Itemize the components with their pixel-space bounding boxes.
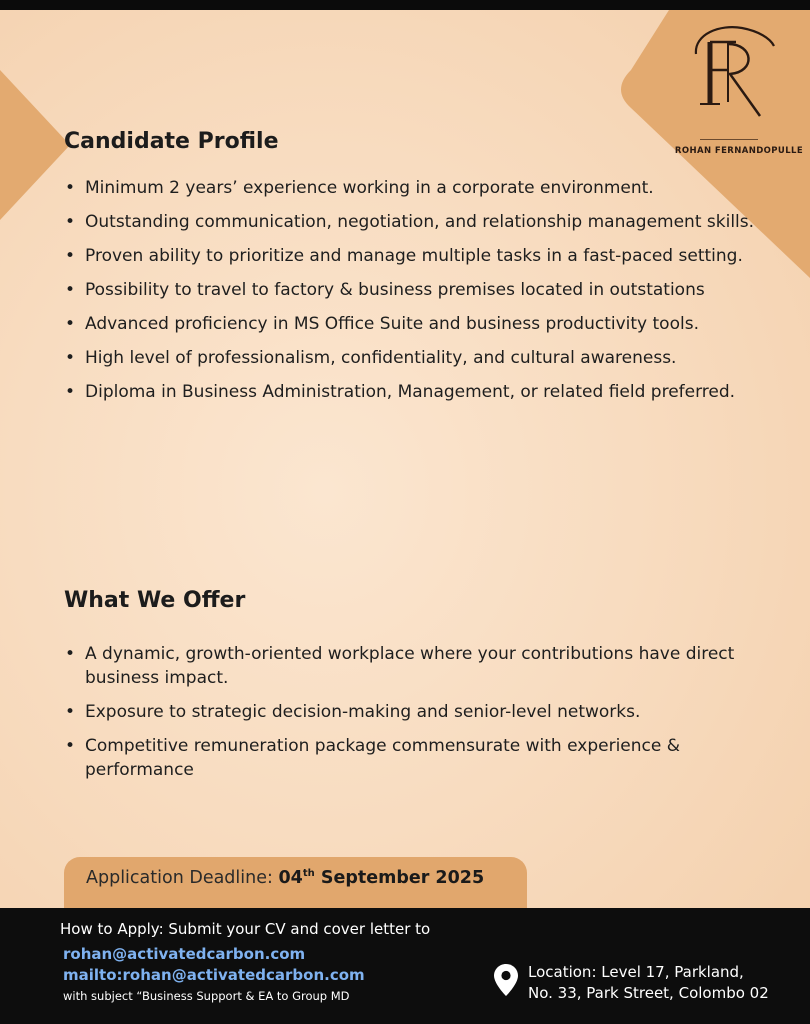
- list-item: • Minimum 2 years’ experience working in a corporate environment.: [65, 178, 654, 198]
- list-item: • Exposure to strategic decision-making and senior-level networks.: [65, 702, 641, 722]
- list-item: • A dynamic, growth-oriented workplace where your contributions have direct business impact.: [65, 644, 735, 688]
- what-we-offer-list: [64, 642, 764, 792]
- email-subject-text: with subject “Business Support & EA to Group MD: [63, 989, 350, 1003]
- list-item: • Proven ability to prioritize and manage multiple tasks in a fast-paced setting.: [65, 246, 743, 266]
- deadline-label: Application Deadline:: [86, 868, 273, 888]
- deadline-date: [278, 868, 484, 888]
- deadline-month-year: September 2025: [320, 868, 485, 888]
- company-logo: [668, 22, 810, 156]
- email-link[interactable]: rohan@activatedcarbon.com: [63, 945, 306, 963]
- list-item: • Competitive remuneration package commensurate with experience & performance: [65, 736, 680, 780]
- list-item: • Diploma in Business Administration, Management, or related field preferred.: [65, 382, 736, 402]
- how-to-apply-text: How to Apply: Submit your CV and cover letter to: [60, 920, 431, 938]
- location-pin-icon: [494, 964, 518, 996]
- list-item: • Possibility to travel to factory & business premises located in outstations: [65, 280, 705, 300]
- logo-divider: [700, 139, 758, 140]
- candidate-profile-list: [64, 176, 764, 414]
- list-item: • High level of professionalism, confidentiality, and cultural awareness.: [65, 348, 677, 368]
- mailto-link[interactable]: mailto:rohan@activatedcarbon.com: [63, 966, 365, 984]
- list-item: • Advanced proficiency in MS Office Suite and business productivity tools.: [65, 314, 699, 334]
- application-deadline-banner: [64, 857, 527, 909]
- rf-monogram-icon: [690, 24, 776, 120]
- what-we-offer-title: What We Offer: [64, 588, 246, 613]
- deadline-day-suffix: th: [302, 868, 315, 880]
- left-decorative-shape: [0, 70, 70, 220]
- location-text: [528, 962, 769, 1004]
- list-item: • Outstanding communication, negotiation, and relationship management skills.: [65, 212, 755, 232]
- location-line-2: No. 33, Park Street, Colombo 02: [528, 984, 769, 1002]
- candidate-profile-title: Candidate Profile: [64, 129, 279, 154]
- location-line-1: Location: Level 17, Parkland,: [528, 963, 744, 981]
- footer: [0, 908, 810, 1024]
- logo-name: ROHAN FERNANDOPULLE: [674, 146, 804, 156]
- deadline-day: 04: [278, 868, 303, 888]
- top-border: [0, 0, 810, 10]
